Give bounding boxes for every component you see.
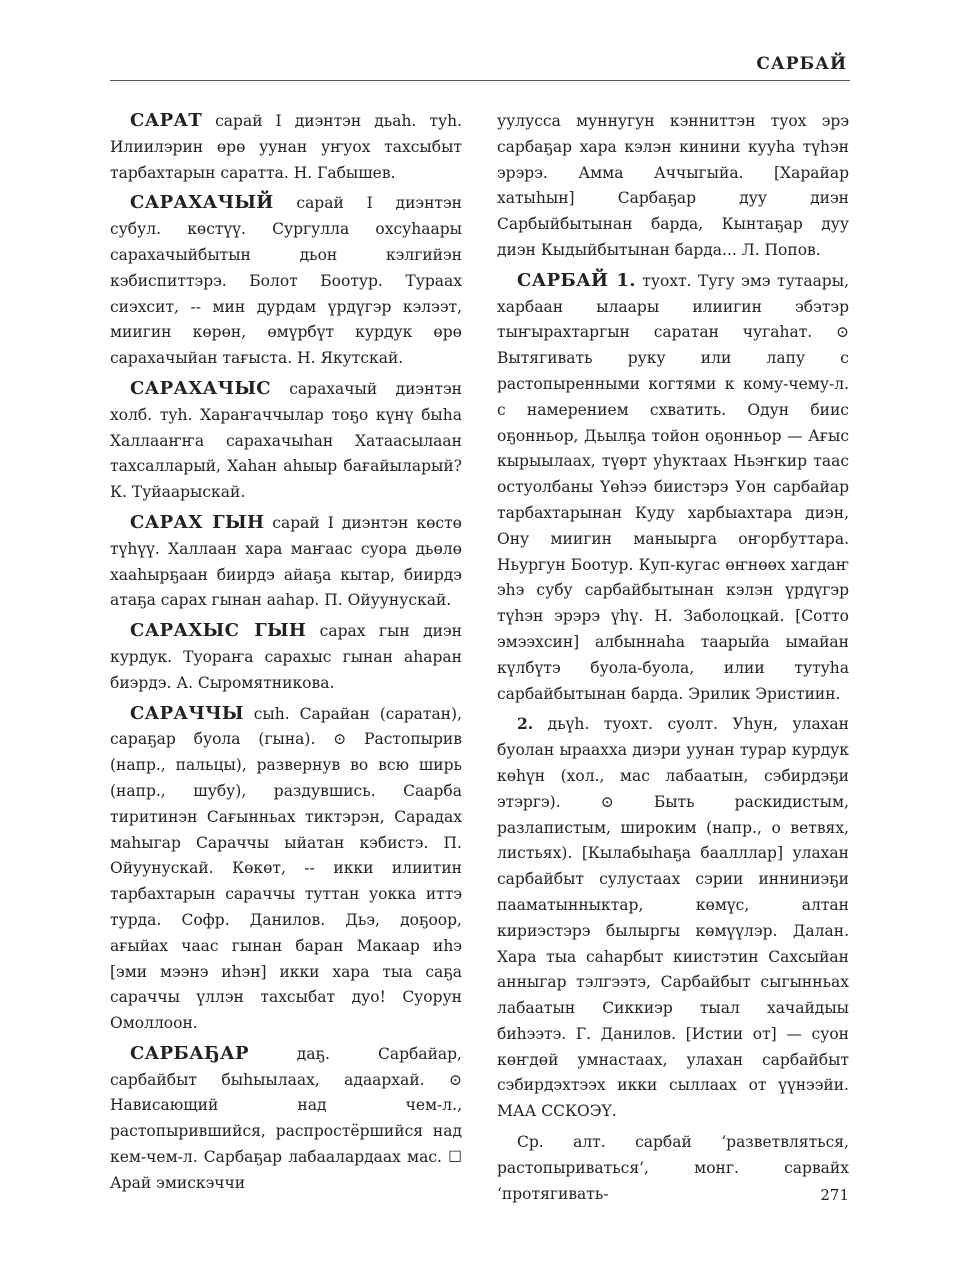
etymology [497,1129,849,1207]
entry-body: сарай I диэнтэн көстө түһүү. Халлаан хара маҥаас суора дьөлө хааһырҕаан биирдэ айаҕа кытар, биирдэ атаҕа сарах гынан ааһар. П. Ойуунускай. [110,513,462,610]
entry [110,1041,462,1197]
headword: САРБАЙ 1. [517,269,636,291]
entry-body: уулусса муннугун кэнниттэн туох эрэ сарбаҕар хара кэлэн кинини кууһа түһэн эрэрэ. Амма Аччыгыйа. [Харайар хатыһын] Сарбаҕар дуу диэн Сарбыйбытынан барда, Кынтаҕар дуу диэн Кыдыйбытынан барда... Л. Попов. [497,112,849,259]
headword: САРАХАЧЫЙ [130,192,274,214]
headword: САРБАҔАР [130,1042,249,1064]
entry-continuation [497,108,849,264]
right-column [497,108,849,1211]
etymology-text: Ср. алт. сарбай ‘разветвляться, растопыриваться’, монг. сарвайх ‘протягивать- [497,1133,849,1203]
left-column [110,108,462,1201]
entry-body: дьүһ. туохт. суолт. Уһун, улахан буолан ыраахха диэри уунан турар курдук көһүн (хол., мас лабаатын, сэбирдэҕи этэргэ). ⊙ Быть раскидистым, разлапистым, широким (напр., о ветвях, листьях). [Кылабыһаҕа баалллар] улахан сарбайбыт сулустаах сэрии инниниэҕи пааматынныктар, көмүс, алтан кириэстэрэ былыргы көмүүлэр. Далан. Хара тыа саһарбыт киистэтин Сахсыйан анныгар тэлгээтэ, Сарбайбыт сыгынньах лабаатын Сиккиэр тыал хачайдыы биһээтэ. Г. Данилов. [Истии от] — суон көҥдөй умнастаах, улахан сарбайбыт сэбирдэхтээх икки сыллаах от үүнээйи. МАА ССКОЭҮ. [497,715,849,1121]
entry [497,268,849,708]
entry-body: сарахачый диэнтэн холб. туһ. Хараҥаччылар тоҕо күнү быһа Халлааҥҥа сарахачыһан Хатаасылаан тахсалларый, Хаһан аһыыр бағайыларый? К. Туйаарыскай. [110,379,462,502]
entry-body: туохт. Тугу эмэ тутаары, харбаан ылаары илиигин эбэтэр тыҥырахтаргын саратан чугаһат. ⊙ Вытягивать руку или лапу с растопыренными когтями к кому-чему-л. с намерением схватить. Одун биис оҕонньор, Дьылҕа тойон оҕонньор — Ағыс кырыылаах, түөрт уһуктаах Ньэҥкир таас остуолбаны Үөһээ биистэрэ Уон сарбайар тарбахтарынан Куду харбыахтара диэн, Ону миигин маныырга оҥорбуттара. Ньургун Боотур. Куп-кугас өҥнөөх хагдаҥ эһэ субу сарбайбытынан кэлэн үрдүгэр түһэн эрэрэ үһү. Н. Заболоцкай. [Сотто эмээхсин] албыннаһа таарыйа ымайан күлбүтэ буола-буола, илии тутуһа сарбайбытынан барда. Эрилик Эристиин. [497,271,849,703]
entry [110,618,462,696]
headword: САРАТ [130,110,203,131]
running-head: САРБАЙ [756,54,847,74]
entry [110,701,462,1037]
entry [110,190,462,372]
headword: САРАХЫС ГЫН [130,620,307,642]
entry [110,376,462,506]
entry-body: сарай I диэнтэн дьаһ. туһ. Илиилэрин өрө уунан уҥуох тахсыбыт тарбахтарын саратта. Н. Габышев. [110,112,462,182]
entry-body: сарай I диэнтэн субул. көстүү. Сургулла охсуһаары сарахачыйбытын дьон кэлгийэн кэбиспиттэрэ. Болот Боотур. Тураах сиэхсит, -- мин дурдам үрдүгэр кэлээт, миигин көрөн, өмүрбүт курдук өрө сарахачыйан тағыста. Н. Якутскай. [110,194,462,368]
headword: САРАХ ГЫН [130,511,265,533]
entry-body: сыһ. Сарайан (саратан), сараҕар буола (гына). ⊙ Растопырив (напр., пальцы), развернув во всю ширь (напр., шубу), раздувшись. Саарба тиритинэн Сағынньах тиктэрэн, Сарадах маһыгар Сараччы ыйатан кэбистэ. П. Ойуунускай. Көкөт, -- икки илиитин тарбахтарын сараччы туттан уокка иттэ турда. Софр. Данилов. Дьэ, доҕоор, ағыйах чаас гынан баран Макаар иһэ [эми мээнэ иһэн] икки хара тыа саҕа сараччы үллэн тахсыбат дуо! Суорун Омоллоон. [110,704,462,1033]
entry [110,108,462,186]
headword: САРАЧЧЫ [130,702,244,724]
entry-body: сарах гын диэн курдук. Туораҥа сарахыс гынан аһаран биэрдэ. А. Сыромятникова. [110,622,462,692]
entry-body: даҕ. Сарбайар, сарбайбыт быһыылаах, адаархай. ⊙ Нависающий над чем-л., растопырившийся, распростёршийся над кем-чем-л. Сарбаҕар лабаалардаах мас. ☐ Арай эмискэччи [110,1044,462,1192]
entry [110,510,462,614]
header-rule [110,80,850,81]
sense-2 [497,711,849,1125]
page-number: 271 [820,1186,849,1204]
headword: САРАХАЧЫС [130,377,271,399]
sense-number: 2. [517,714,534,734]
